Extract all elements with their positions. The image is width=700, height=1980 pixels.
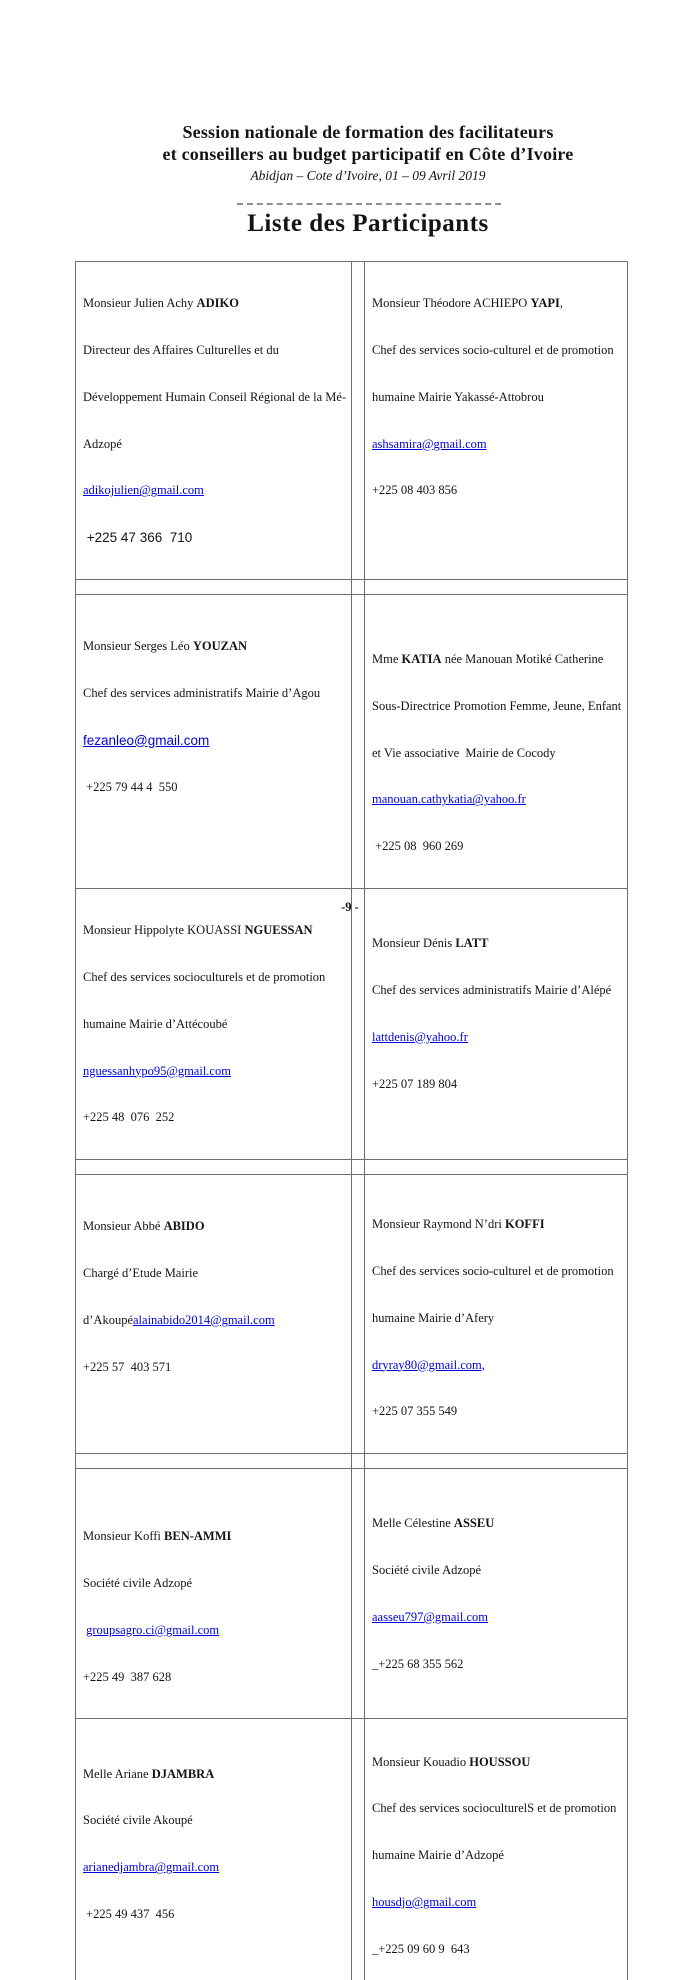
gutter-cell [352, 262, 365, 580]
gutter-cell [352, 1719, 365, 1980]
participant-phone: +225 07 355 549 [372, 1404, 458, 1419]
participant-cell [76, 594, 352, 888]
participant-email-link[interactable]: aasseu797@gmail.com [372, 1609, 488, 1624]
participant-row [76, 1469, 628, 1719]
participant-role: Société civile Akoupé [83, 1813, 193, 1828]
participant-role: Chef des services socioculturels et de promotion [83, 969, 326, 984]
participant-cell [76, 1469, 352, 1719]
participant-phone: +225 79 44 4 550 [83, 780, 178, 795]
participant-role: Chargé d’Etude Mairie [83, 1266, 199, 1281]
participant-email-link[interactable]: ashsamira@gmail.com [372, 436, 487, 451]
participant-row [76, 888, 628, 1159]
participant-name: Melle Célestine ASSEU [372, 1516, 495, 1531]
participant-cell [365, 1719, 628, 1980]
participant-phone: +225 08 960 269 [372, 839, 464, 854]
spacer-cell [76, 1454, 352, 1469]
participant-name: Monsieur Hippolyte KOUASSI NGUESSAN [83, 923, 313, 938]
participant-role: Chef des services socio-culturel et de promotion [372, 342, 614, 357]
section-divider [237, 203, 501, 205]
gutter-cell [352, 594, 365, 888]
gutter-cell [352, 888, 365, 1159]
participant-email-link[interactable]: adikojulien@gmail.com [83, 483, 204, 498]
participant-name: Monsieur Koffi BEN-AMMI [83, 1529, 232, 1544]
event-date-location: Abidjan – Cote d’Ivoire, 01 – 09 Avril 2019 [250, 168, 486, 183]
participant-email-link[interactable]: alainabido2014@gmail.com [133, 1312, 275, 1327]
document-title-line2: et conseillers au budget participatif en Côte d’Ivoire [162, 144, 574, 164]
participant-cell [76, 1175, 352, 1454]
participant-phone: +225 57 403 571 [83, 1359, 172, 1374]
participant-phone: +225 49 387 628 [83, 1669, 172, 1684]
participant-role: Chef des services administratifs Mairie d’Agou [83, 685, 321, 700]
participant-role: Sous-Directrice Promotion Femme, Jeune, Enfant [372, 698, 622, 713]
participant-role: Chef des services socio-culturel et de promotion [372, 1264, 614, 1279]
participant-cell [76, 1719, 352, 1980]
participant-email-link[interactable]: arianedjambra@gmail.com [83, 1860, 220, 1875]
spacer-cell [352, 1454, 365, 1469]
participant-phone: +225 08 403 856 [372, 483, 458, 498]
participant-email-link[interactable]: groupsagro.ci@gmail.com [86, 1622, 220, 1637]
spacer-cell [76, 1160, 352, 1175]
participant-name: Mme KATIA née Manouan Motiké Catherine [372, 652, 604, 667]
spacer-row [76, 1454, 628, 1469]
participant-cell [365, 594, 628, 888]
participant-name: Monsieur Kouadio HOUSSOU [372, 1754, 531, 1769]
participant-email-link[interactable]: nguessanhypo95@gmail.com [83, 1063, 231, 1078]
participant-cell [76, 262, 352, 580]
gutter-cell [352, 1175, 365, 1454]
page-number: -9 - [341, 900, 359, 914]
participant-name: Melle Ariane DJAMBRA [83, 1766, 215, 1781]
participant-email-link[interactable]: dryray80@gmail.com, [372, 1357, 485, 1372]
participant-role: Directeur des Affaires Culturelles et du [83, 342, 279, 357]
participant-name: Monsieur Julien Achy ADIKO [83, 296, 239, 311]
spacer-cell [365, 1454, 628, 1469]
participant-phone: _+225 09 60 9 643 [372, 1941, 470, 1956]
participant-role: Développement Humain Conseil Régional de la Mé- [83, 389, 347, 404]
participant-name: Monsieur Raymond N’dri KOFFI [372, 1217, 545, 1232]
participant-row [76, 1719, 628, 1980]
document-header [36, 121, 700, 184]
gutter-cell [352, 1469, 365, 1719]
participant-phone: +225 49 437 456 [83, 1907, 175, 1921]
participant-role: et Vie associative Mairie de Cocody [372, 745, 556, 760]
participant-role: Société civile Adzopé [83, 1576, 192, 1591]
email-prefix-text: d’Akoupé [83, 1312, 133, 1327]
spacer-cell [365, 1160, 628, 1175]
participant-phone: +225 48 076 252 [83, 1110, 175, 1125]
participant-row [76, 1175, 628, 1454]
participant-name: Monsieur Serges Léo YOUZAN [83, 639, 247, 654]
spacer-row [76, 1160, 628, 1175]
participant-role: humaine Mairie d’Afery [372, 1310, 495, 1325]
participant-phone: +225 07 189 804 [372, 1076, 458, 1091]
spacer-cell [76, 579, 352, 594]
participant-phone: +225 47 366 710 [83, 530, 193, 546]
participant-name: Monsieur Dénis LATT [372, 936, 489, 951]
participant-email-link[interactable]: manouan.cathykatia@yahoo.fr [372, 792, 526, 807]
participant-name: Monsieur Théodore ACHIEPO YAPI, [372, 296, 563, 311]
participant-row [76, 594, 628, 888]
spacer-row [76, 579, 628, 594]
participant-cell [76, 888, 352, 1159]
participant-role: Adzopé [83, 436, 122, 451]
participant-role: humaine Mairie d’Attécoubé [83, 1016, 228, 1031]
participant-role: humaine Mairie Yakassé-Attobrou [372, 389, 544, 404]
participant-role: Chef des services socioculturelS et de promotion [372, 1801, 617, 1816]
spacer-cell [365, 579, 628, 594]
spacer-cell [352, 579, 365, 594]
participant-email-link[interactable]: fezanleo@gmail.com [83, 732, 210, 748]
participant-email-link[interactable]: housdjo@gmail.com [372, 1895, 477, 1909]
participant-role: Société civile Adzopé [372, 1563, 481, 1578]
participant-cell [365, 262, 628, 580]
participant-name: Monsieur Abbé ABIDO [83, 1219, 205, 1234]
participant-email-link[interactable]: lattdenis@yahoo.fr [372, 1029, 468, 1044]
document-title-line1: Session nationale de formation des facilitateurs [182, 122, 554, 142]
participant-row [76, 262, 628, 580]
spacer-cell [352, 1160, 365, 1175]
participant-role: Chef des services administratifs Mairie d’Alépé [372, 982, 612, 997]
participant-cell [365, 1469, 628, 1719]
participant-role: humaine Mairie d’Adzopé [372, 1848, 504, 1863]
participant-cell [365, 1175, 628, 1454]
participant-phone: _+225 68 355 562 [372, 1656, 464, 1671]
page-title: Liste des Participants [247, 210, 489, 237]
participants-table [75, 261, 628, 1980]
participant-cell [365, 888, 628, 1159]
